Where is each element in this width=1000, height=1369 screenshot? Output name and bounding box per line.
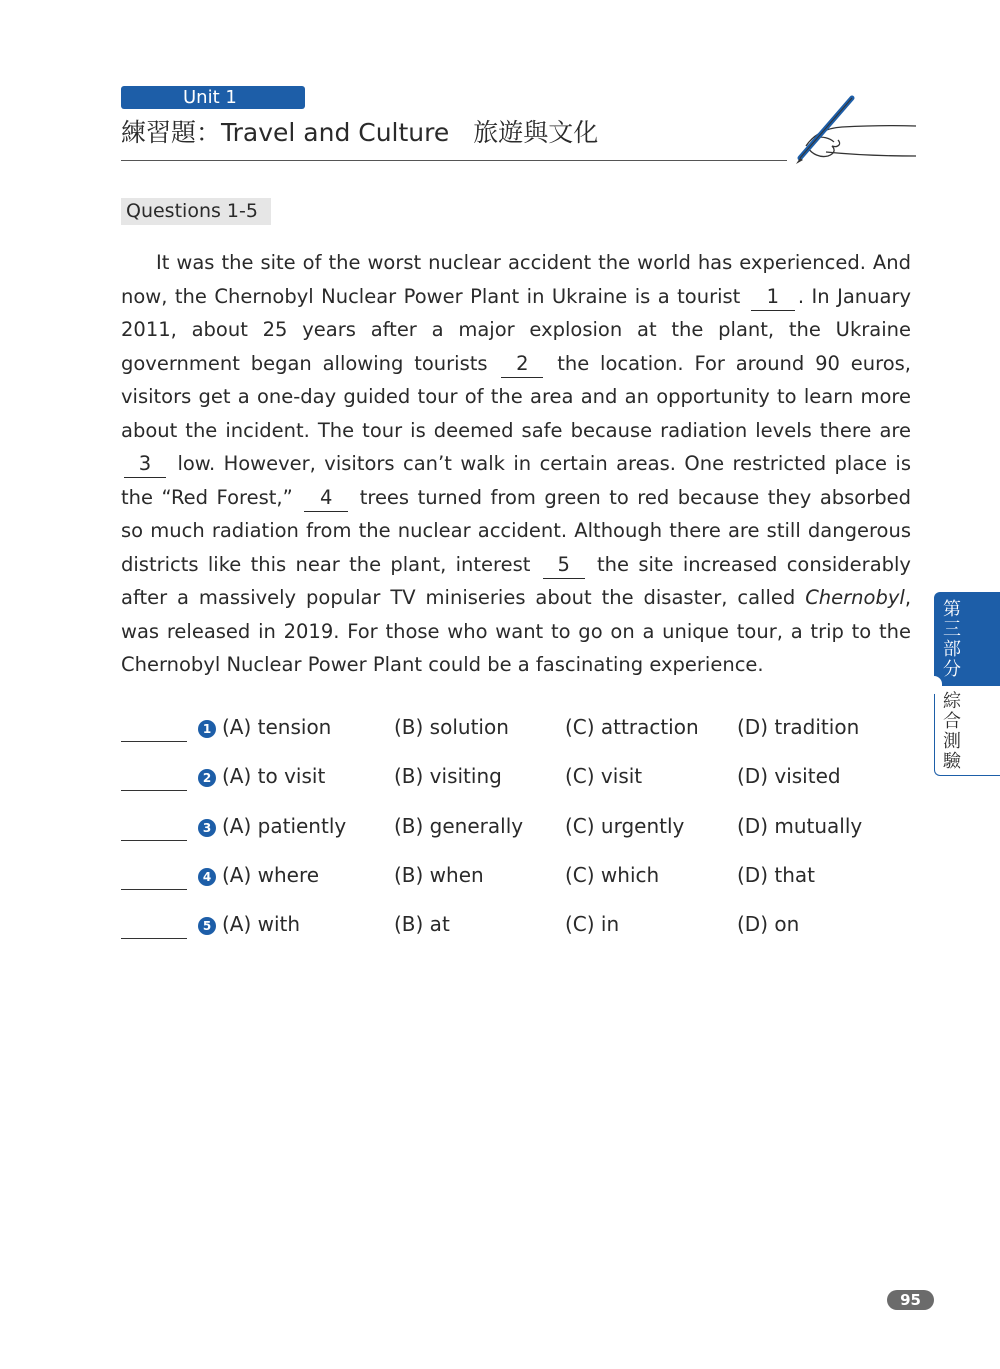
passage-text: It was the site of the worst nuclear accident the world has experienced. And now, the Chernobyl Nuclear Power Plant in Ukraine is a tourist — [121, 251, 911, 308]
passage-text: low. However, visitors can’t walk in certain areas. One restricted place is the “Red Forest,” — [121, 452, 911, 509]
option-d: (D) that — [737, 863, 815, 887]
question-number: 2 — [198, 769, 216, 787]
unit-badge: Unit 1 — [121, 86, 305, 109]
title-underline — [121, 160, 787, 161]
answer-blank[interactable] — [121, 741, 187, 742]
side-tab-section-label: 綜合測驗 — [943, 691, 961, 772]
side-tab-part[interactable] — [934, 592, 1000, 686]
page-title — [121, 113, 598, 149]
option-a: (A) with — [222, 912, 301, 936]
question-row — [121, 713, 911, 747]
blank-1: 1 — [751, 284, 795, 311]
option-a: (A) to visit — [222, 764, 326, 788]
option-b: (B) when — [394, 863, 484, 887]
passage-text: trees turned from green to red because they absorbed so much radiation from the nuclear accident. Although there are still dangerous districts like this near the plant, interest — [121, 485, 912, 576]
option-b: (B) solution — [394, 715, 509, 739]
option-a: (A) where — [222, 863, 320, 887]
title-english: Travel and Culture — [221, 118, 450, 147]
question-number: 5 — [198, 917, 216, 935]
answer-blank[interactable] — [121, 790, 187, 791]
question-row — [121, 910, 911, 944]
question-number: 3 — [198, 819, 216, 837]
answer-blank[interactable] — [121, 938, 187, 939]
answer-blank[interactable] — [121, 889, 187, 890]
question-number: 1 — [198, 720, 216, 738]
side-tab-part-label: 第三部分 — [943, 599, 961, 680]
question-row — [121, 762, 911, 796]
option-b: (B) generally — [394, 814, 524, 838]
option-a: (A) tension — [222, 715, 332, 739]
option-a: (A) patiently — [222, 814, 347, 838]
hand-writing-with-pen-icon — [786, 94, 920, 166]
section-label: Questions 1-5 — [121, 198, 271, 225]
side-tab-section[interactable] — [934, 686, 1000, 776]
passage-text: the site increased considerably after a massively popular TV miniseries about the disaster, called — [121, 552, 911, 609]
option-c: (C) in — [565, 912, 620, 936]
question-row — [121, 861, 911, 895]
question-number: 4 — [198, 868, 216, 886]
option-c: (C) visit — [565, 764, 643, 788]
passage-text: , was released in 2019. For those who want to go on a unique tour, a trip to the Chernobyl Nuclear Power Plant could be a fascinating experience. — [121, 586, 912, 676]
miniseries-title: Chernobyl — [805, 586, 905, 609]
option-c: (C) attraction — [565, 715, 699, 739]
blank-3: 3 — [124, 451, 166, 478]
passage-text: . In January 2011, about 25 years after a major explosion at the plant, the Ukraine government began allowing tourists — [121, 284, 912, 375]
answer-blank[interactable] — [121, 840, 187, 841]
blank-2: 2 — [501, 351, 543, 378]
option-d: (D) visited — [737, 764, 841, 788]
passage — [121, 246, 911, 682]
option-c: (C) which — [565, 863, 660, 887]
option-b: (B) at — [394, 912, 450, 936]
page-number: 95 — [887, 1290, 934, 1310]
blank-4: 4 — [304, 485, 348, 512]
title-prefix: 練習題： — [121, 118, 222, 147]
option-d: (D) mutually — [737, 814, 863, 838]
option-b: (B) visiting — [394, 764, 502, 788]
option-d: (D) tradition — [737, 715, 860, 739]
option-c: (C) urgently — [565, 814, 685, 838]
passage-text: the location. For around 90 euros, visitors get a one-day guided tour of the area and an opportunity to learn more about the incident. The tour is deemed safe because radiation levels there are — [121, 351, 911, 442]
question-row — [121, 812, 911, 846]
blank-5: 5 — [543, 552, 585, 579]
title-chinese: 旅遊與文化 — [473, 118, 599, 147]
option-d: (D) on — [737, 912, 800, 936]
